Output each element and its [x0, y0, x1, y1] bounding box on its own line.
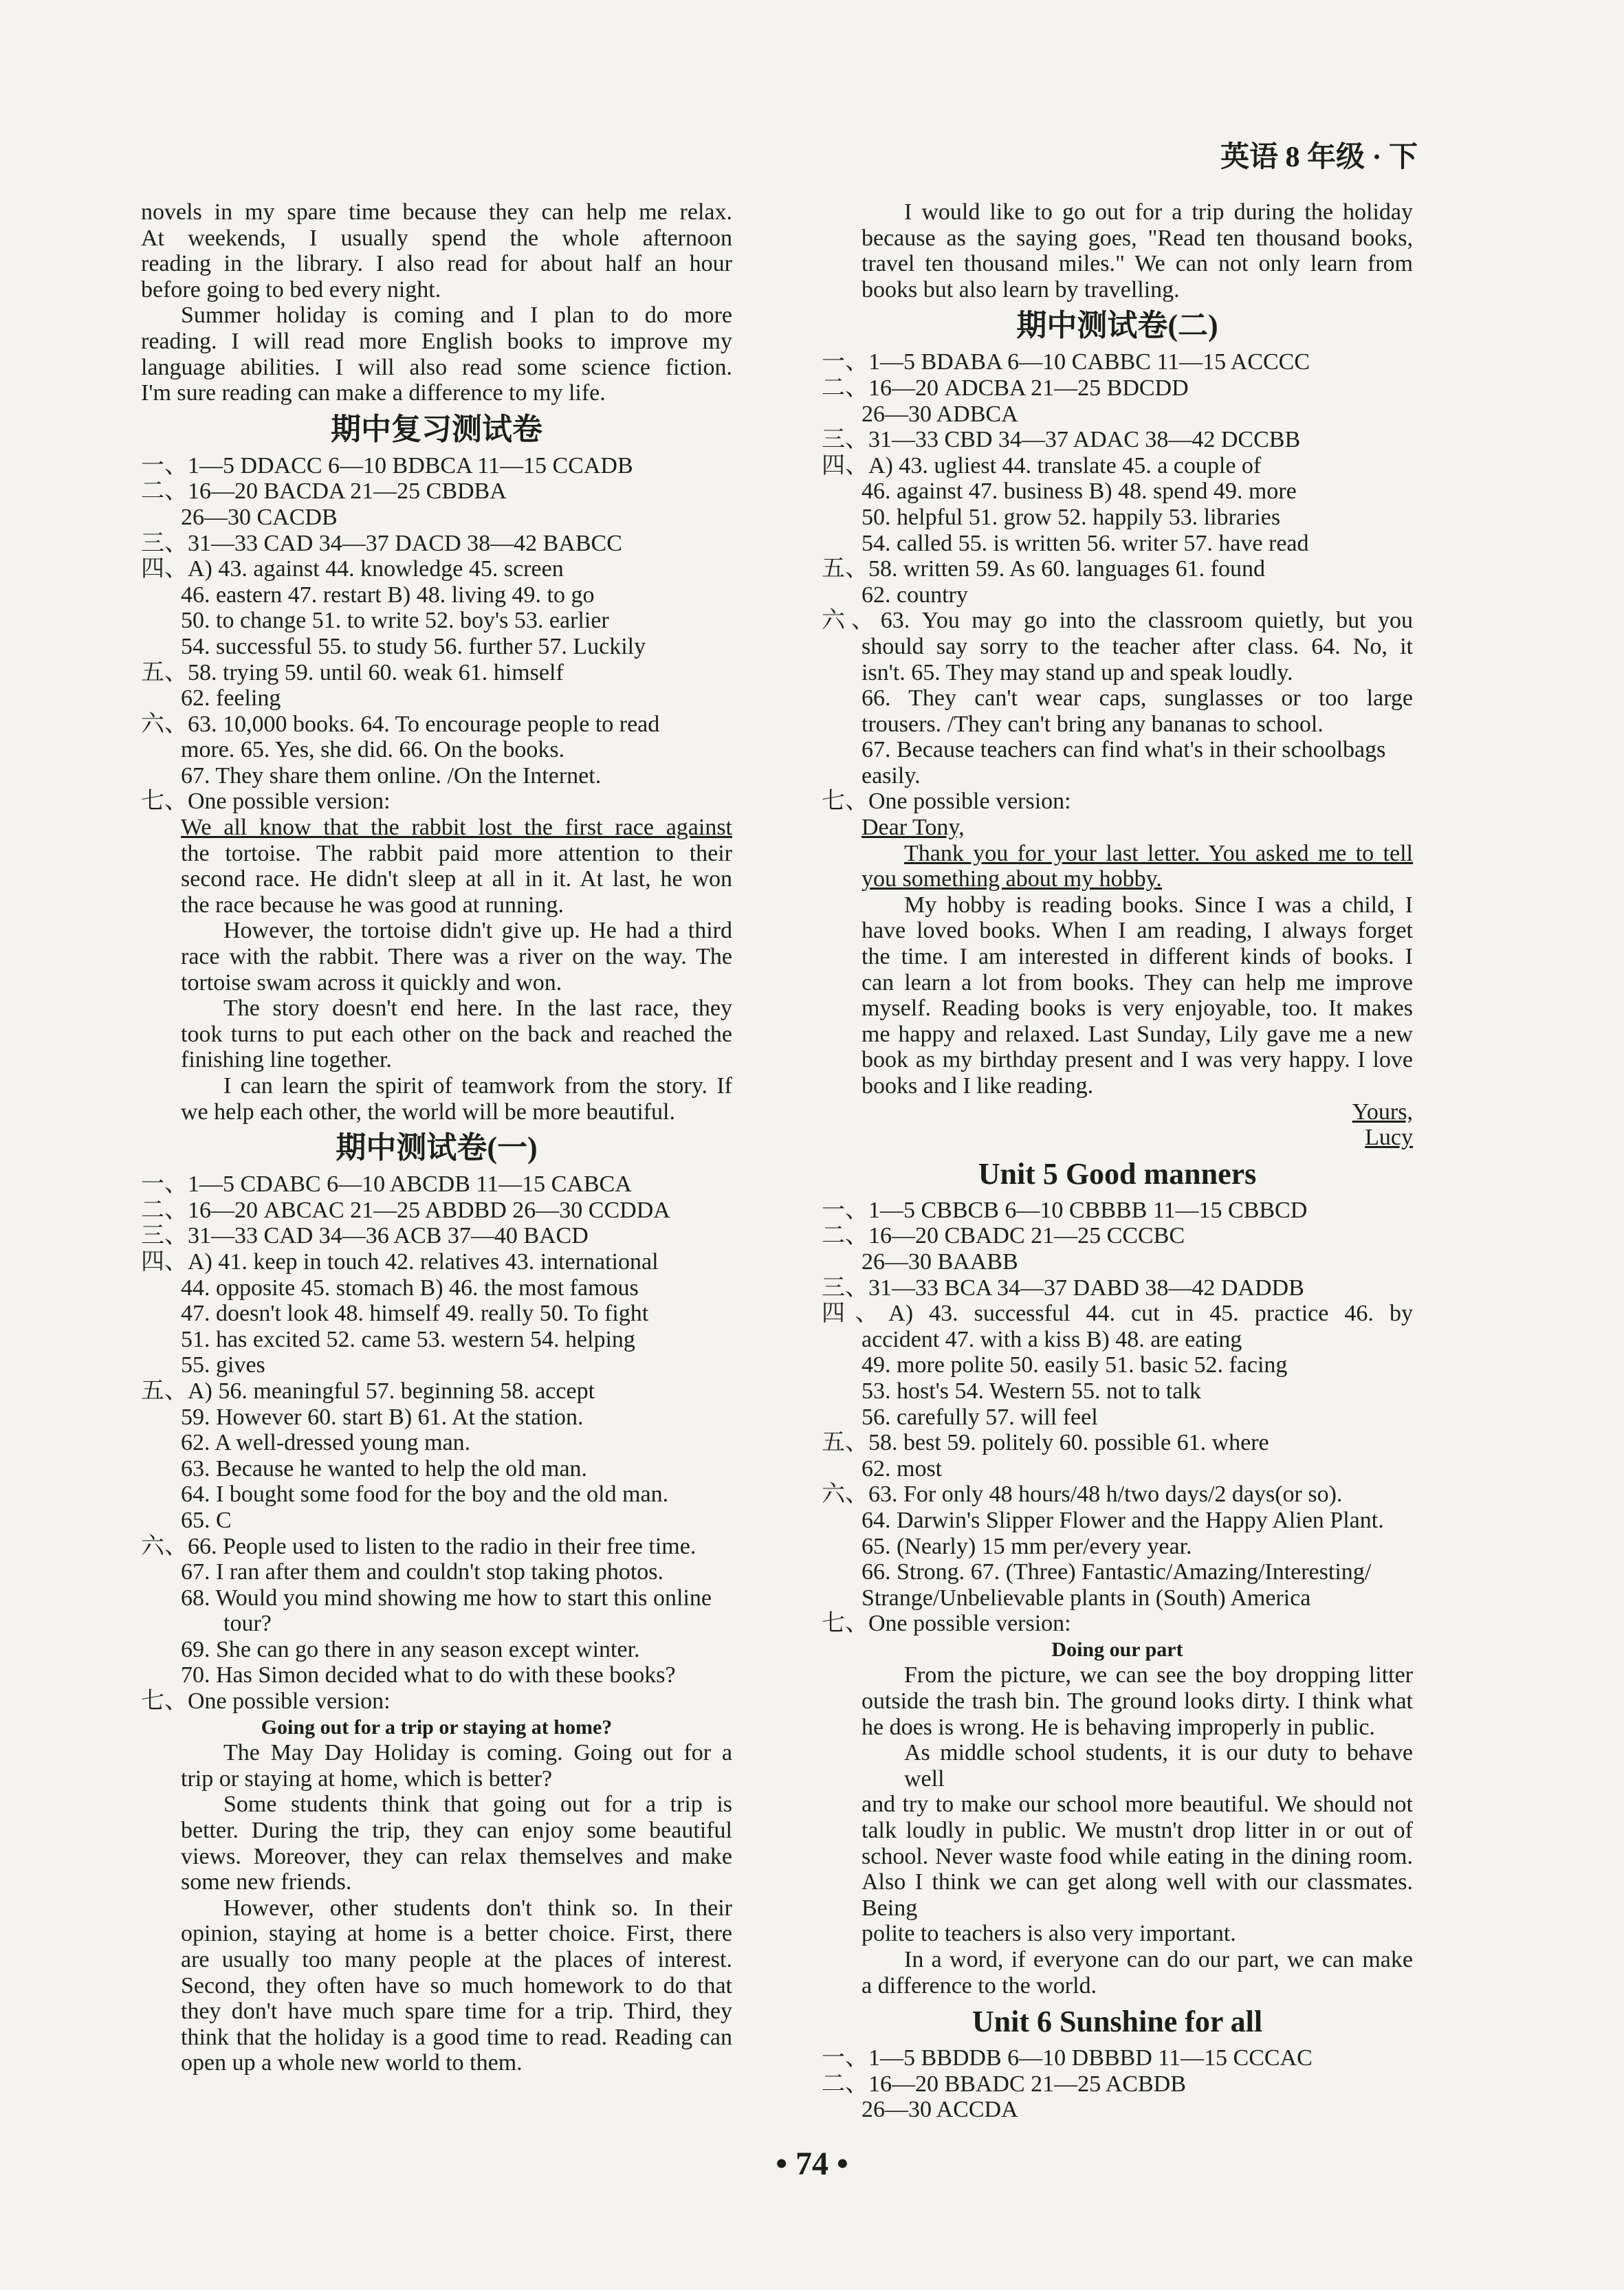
text-line: 七、One possible version: — [822, 1611, 1071, 1637]
text-line: took turns to put each other on the back and reached the — [181, 1021, 732, 1047]
text-line: 54. successful 55. to study 56. further 57. Luckily — [181, 633, 646, 659]
text-line: 七、One possible version: — [822, 789, 1071, 815]
text-line: talk loudly in public. We mustn't drop litter in or out of — [862, 1818, 1413, 1844]
text-line: 50. helpful 51. grow 52. happily 53. libraries — [862, 504, 1281, 530]
text-line: trousers. /They can't bring any bananas to school. — [862, 711, 1324, 737]
text-line: 一、1—5 DDACC 6—10 BDBCA 11—15 CCADB — [141, 452, 633, 478]
text-line: We all know that the rabbit lost the first race against — [181, 815, 732, 841]
text-line: he does is wrong. He is behaving improperly in public. — [862, 1714, 1375, 1740]
text-line: 26—30 ACCDA — [862, 2097, 1018, 2123]
text-line: 64. I bought some food for the boy and the old man. — [181, 1482, 669, 1508]
text-line: 26—30 BAABB — [862, 1248, 1018, 1275]
text-line: 70. Has Simon decided what to do with these books? — [181, 1662, 676, 1688]
text-line: isn't. 65. They may stand up and speak loudly. — [862, 659, 1293, 685]
text-line: 三、31—33 CAD 34—36 ACB 37—40 BACD — [141, 1223, 589, 1249]
text-line: Dear Tony, — [862, 815, 965, 841]
section-title: Unit 6 Sunshine for all — [972, 2005, 1263, 2039]
page-number: • 74 • — [776, 2146, 848, 2182]
text-line: open up a whole new world to them. — [181, 2050, 523, 2076]
text-line: 67. Because teachers can find what's in their schoolbags — [862, 737, 1386, 763]
text-line: 26—30 ADBCA — [862, 401, 1018, 427]
text-line: reading. I will read more English books to improve my — [141, 328, 732, 354]
text-line: 59. However 60. start B) 61. At the station. — [181, 1404, 584, 1430]
text-line: 64. Darwin's Slipper Flower and the Happy Alien Plant. — [862, 1507, 1384, 1533]
text-line: 三、31—33 CBD 34—37 ADAC 38—42 DCCBB — [822, 427, 1301, 453]
text-line: 67. They share them online. /On the Internet. — [181, 762, 602, 789]
text-line: 六、66. People used to listen to the radio in their free time. — [141, 1533, 696, 1559]
text-line: 44. opposite 45. stomach B) 46. the most famous — [181, 1275, 639, 1301]
text-line: 69. She can go there in any season except winter. — [181, 1636, 640, 1662]
essay-title: Going out for a trip or staying at home? — [261, 1715, 613, 1739]
text-line: 68. Would you mind showing me how to start this online — [181, 1585, 712, 1611]
text-line: 49. more polite 50. easily 51. basic 52. facing — [862, 1352, 1288, 1378]
text-line: I would like to go out for a trip during the holiday — [904, 199, 1413, 225]
text-line: the race because he was good at running. — [181, 892, 564, 918]
text-line: I'm sure reading can make a difference to my life. — [141, 380, 606, 406]
text-line: 六、63. You may go into the classroom quietly, but you — [822, 608, 1413, 634]
text-line: race with the rabbit. There was a river on the way. The — [181, 944, 732, 970]
text-line: Lucy — [1365, 1125, 1413, 1151]
text-line: 55. gives — [181, 1352, 265, 1378]
text-line: 四、A) 43. against 44. knowledge 45. screen — [141, 556, 564, 582]
text-line: At weekends, I usually spend the whole afternoon — [141, 225, 732, 251]
text-line: 56. carefully 57. will feel — [862, 1404, 1098, 1430]
text-line: However, other students don't think so. In their — [223, 1895, 732, 1921]
text-line: 53. host's 54. Western 55. not to talk — [862, 1378, 1201, 1404]
text-line: 五、58. best 59. politely 60. possible 61. where — [822, 1430, 1269, 1456]
text-line: book as my birthday present and I was very happy. I love — [862, 1047, 1413, 1073]
text-line: 五、58. written 59. As 60. languages 61. found — [822, 556, 1265, 582]
text-line: some new friends. — [181, 1869, 352, 1895]
text-line: 66. They can't wear caps, sunglasses or too large — [862, 685, 1413, 712]
text-line: the time. I am interested in different kinds of books. I — [862, 944, 1413, 970]
text-line: 63. Because he wanted to help the old man. — [181, 1455, 588, 1482]
text-line: 四、A) 43. ugliest 44. translate 45. a couple of — [822, 452, 1262, 478]
text-line: a difference to the world. — [862, 1972, 1097, 1999]
text-line: reading in the library. I also read for about half an hour — [141, 251, 732, 277]
left-column — [141, 199, 732, 2076]
text-line: 二、16—20 ADCBA 21—25 BDCDD — [822, 375, 1189, 401]
text-line: travel ten thousand miles." We can not only learn from — [862, 251, 1413, 277]
text-line: Strange/Unbelievable plants in (South) America — [862, 1585, 1311, 1611]
text-line: easily. — [862, 762, 921, 789]
text-line: better. During the trip, they can enjoy some beautiful — [181, 1818, 732, 1844]
section-title: Unit 5 Good manners — [978, 1156, 1257, 1191]
text-line: 二、16—20 BBADC 21—25 ACBDB — [822, 2071, 1186, 2097]
text-line: myself. Reading books is very enjoyable, too. It makes — [862, 995, 1413, 1022]
text-line: Some students think that going out for a trip is — [223, 1792, 732, 1818]
text-line: 四、A) 43. successful 44. cut in 45. practice 46. by — [822, 1301, 1413, 1327]
text-line: and try to make our school more beautiful. We should not — [862, 1792, 1413, 1818]
text-line: me happy and relaxed. Last Sunday, Lily gave me a new — [862, 1021, 1413, 1047]
text-line: 26—30 CACDB — [181, 504, 338, 530]
section-title: 期中测试卷(二) — [1016, 309, 1218, 343]
text-line: are usually too many people at the places of interest. — [181, 1947, 732, 1972]
text-line: 二、16—20 BACDA 21—25 CBDBA — [141, 478, 507, 505]
text-line: outside the trash bin. The ground looks dirty. I think what — [862, 1688, 1413, 1715]
text-line: novels in my spare time because they can help me relax. — [141, 199, 732, 225]
section-title: 期中测试卷(一) — [336, 1131, 538, 1165]
text-line: school. Never waste food while eating in the dining room. — [862, 1843, 1413, 1869]
text-line: 一、1—5 CDABC 6—10 ABCDB 11—15 CABCA — [141, 1171, 632, 1198]
text-line: have loved books. When I am reading, I always forget — [862, 918, 1413, 944]
text-line: 50. to change 51. to write 52. boy's 53. earlier — [181, 608, 609, 634]
text-line: 46. against 47. business B) 48. spend 49. more — [862, 478, 1297, 505]
text-line: The May Day Holiday is coming. Going out for a — [223, 1740, 732, 1766]
essay-title: Doing our part — [1051, 1638, 1183, 1661]
text-line: My hobby is reading books. Since I was a child, I — [904, 892, 1413, 918]
text-line: 62. A well-dressed young man. — [181, 1430, 471, 1456]
text-line: trip or staying at home, which is better? — [181, 1765, 553, 1792]
text-line: In a word, if everyone can do our part, we can make — [904, 1947, 1413, 1972]
text-line: views. Moreover, they can relax themselves and make — [181, 1843, 732, 1869]
text-line: Also I think we can get along well with our classmates. Being — [862, 1869, 1413, 1921]
text-line: 五、58. trying 59. until 60. weak 61. himself — [141, 659, 564, 685]
text-line: opinion, staying at home is a better choice. First, there — [181, 1921, 732, 1947]
text-line: 67. I ran after them and couldn't stop taking photos. — [181, 1559, 664, 1585]
text-line: I can learn the spirit of teamwork from the story. If — [223, 1073, 732, 1099]
text-line: before going to bed every night. — [141, 276, 441, 302]
text-line: 一、1—5 CBBCB 6—10 CBBBB 11—15 CBBCD — [822, 1197, 1308, 1223]
text-line: tortoise swam across it quickly and won. — [181, 969, 562, 995]
text-line: 三、31—33 CAD 34—37 DACD 38—42 BABCC — [141, 530, 622, 556]
text-line: 62. country — [862, 582, 968, 608]
section-title: 期中复习测试卷 — [331, 412, 542, 446]
text-line: Second, they often have so much homework to do that — [181, 1972, 732, 1999]
text-line: 54. called 55. is written 56. writer 57. have read — [862, 530, 1309, 556]
text-line: polite to teachers is also very important. — [862, 1921, 1236, 1947]
text-line: 62. most — [862, 1455, 943, 1482]
text-line: 三、31—33 BCA 34—37 DABD 38—42 DADDB — [822, 1275, 1304, 1301]
text-line: because as the saying goes, "Read ten thousand books, — [862, 225, 1413, 251]
text-line: 62. feeling — [181, 685, 281, 712]
text-line: language abilities. I will also read some science fiction. — [141, 354, 732, 380]
text-line: more. 65. Yes, she did. 66. On the books. — [181, 737, 565, 763]
text-line: 一、1—5 BBDDB 6—10 DBBBD 11—15 CCCAC — [822, 2045, 1313, 2071]
text-line: 五、A) 56. meaningful 57. beginning 58. accept — [141, 1378, 595, 1404]
text-line: 一、1—5 BDABA 6—10 CABBC 11—15 ACCCC — [822, 349, 1310, 375]
text-line: accident 47. with a kiss B) 48. are eating — [862, 1326, 1242, 1352]
text-line: you something about my hobby. — [862, 866, 1162, 892]
text-line: The story doesn't end here. In the last race, they — [223, 995, 732, 1022]
text-line: 66. Strong. 67. (Three) Fantastic/Amazing/Interesting/ — [862, 1559, 1372, 1585]
text-line: Yours, — [1352, 1099, 1413, 1125]
text-line: they don't have much spare time for a trip. Third, they — [181, 1999, 732, 2025]
text-line: tour? — [223, 1611, 272, 1637]
text-line: books and I like reading. — [862, 1073, 1094, 1099]
text-line: From the picture, we can see the boy dropping litter — [904, 1662, 1413, 1688]
text-line: 65. C — [181, 1507, 232, 1533]
text-line: 65. (Nearly) 15 mm per/every year. — [862, 1533, 1192, 1559]
page-header: 英语 8 年级 · 下 — [1220, 142, 1418, 173]
text-line: books but also learn by travelling. — [862, 276, 1180, 302]
text-line: think that the holiday is a good time to read. Reading can — [181, 2024, 732, 2050]
text-line: we help each other, the world will be more beautiful. — [181, 1099, 675, 1125]
text-line: finishing line together. — [181, 1047, 392, 1073]
text-line: 六、63. For only 48 hours/48 h/two days/2 days(or so). — [822, 1482, 1343, 1508]
text-line: However, the tortoise didn't give up. He had a third — [223, 918, 732, 944]
text-line: 46. eastern 47. restart B) 48. living 49. to go — [181, 582, 595, 608]
text-line: can learn a lot from books. They can help me improve — [862, 969, 1413, 995]
text-line: should say sorry to the teacher after class. 64. No, it — [862, 633, 1413, 659]
text-line: 47. doesn't look 48. himself 49. really 50. To fight — [181, 1301, 649, 1327]
text-line: 二、16—20 CBADC 21—25 CCCBC — [822, 1223, 1185, 1249]
text-line: 四、A) 41. keep in touch 42. relatives 43. international — [141, 1248, 659, 1275]
text-line: 七、One possible version: — [141, 1688, 391, 1715]
text-line: As middle school students, it is our duty to behave well — [904, 1740, 1413, 1792]
text-line: second race. He didn't sleep at all in it. At last, he won — [181, 866, 732, 892]
text-line: Thank you for your last letter. You asked me to tell — [904, 840, 1413, 866]
text-line: 二、16—20 ABCAC 21—25 ABDBD 26—30 CCDDA — [141, 1197, 670, 1223]
text-line: the tortoise. The rabbit paid more attention to their — [181, 840, 732, 866]
text-line: 51. has excited 52. came 53. western 54. helping — [181, 1326, 635, 1352]
text-line: Summer holiday is coming and I plan to do more — [181, 302, 732, 329]
text-line: 七、One possible version: — [141, 789, 391, 815]
text-line: 六、63. 10,000 books. 64. To encourage people to read — [141, 711, 660, 737]
right-column — [822, 199, 1413, 2123]
